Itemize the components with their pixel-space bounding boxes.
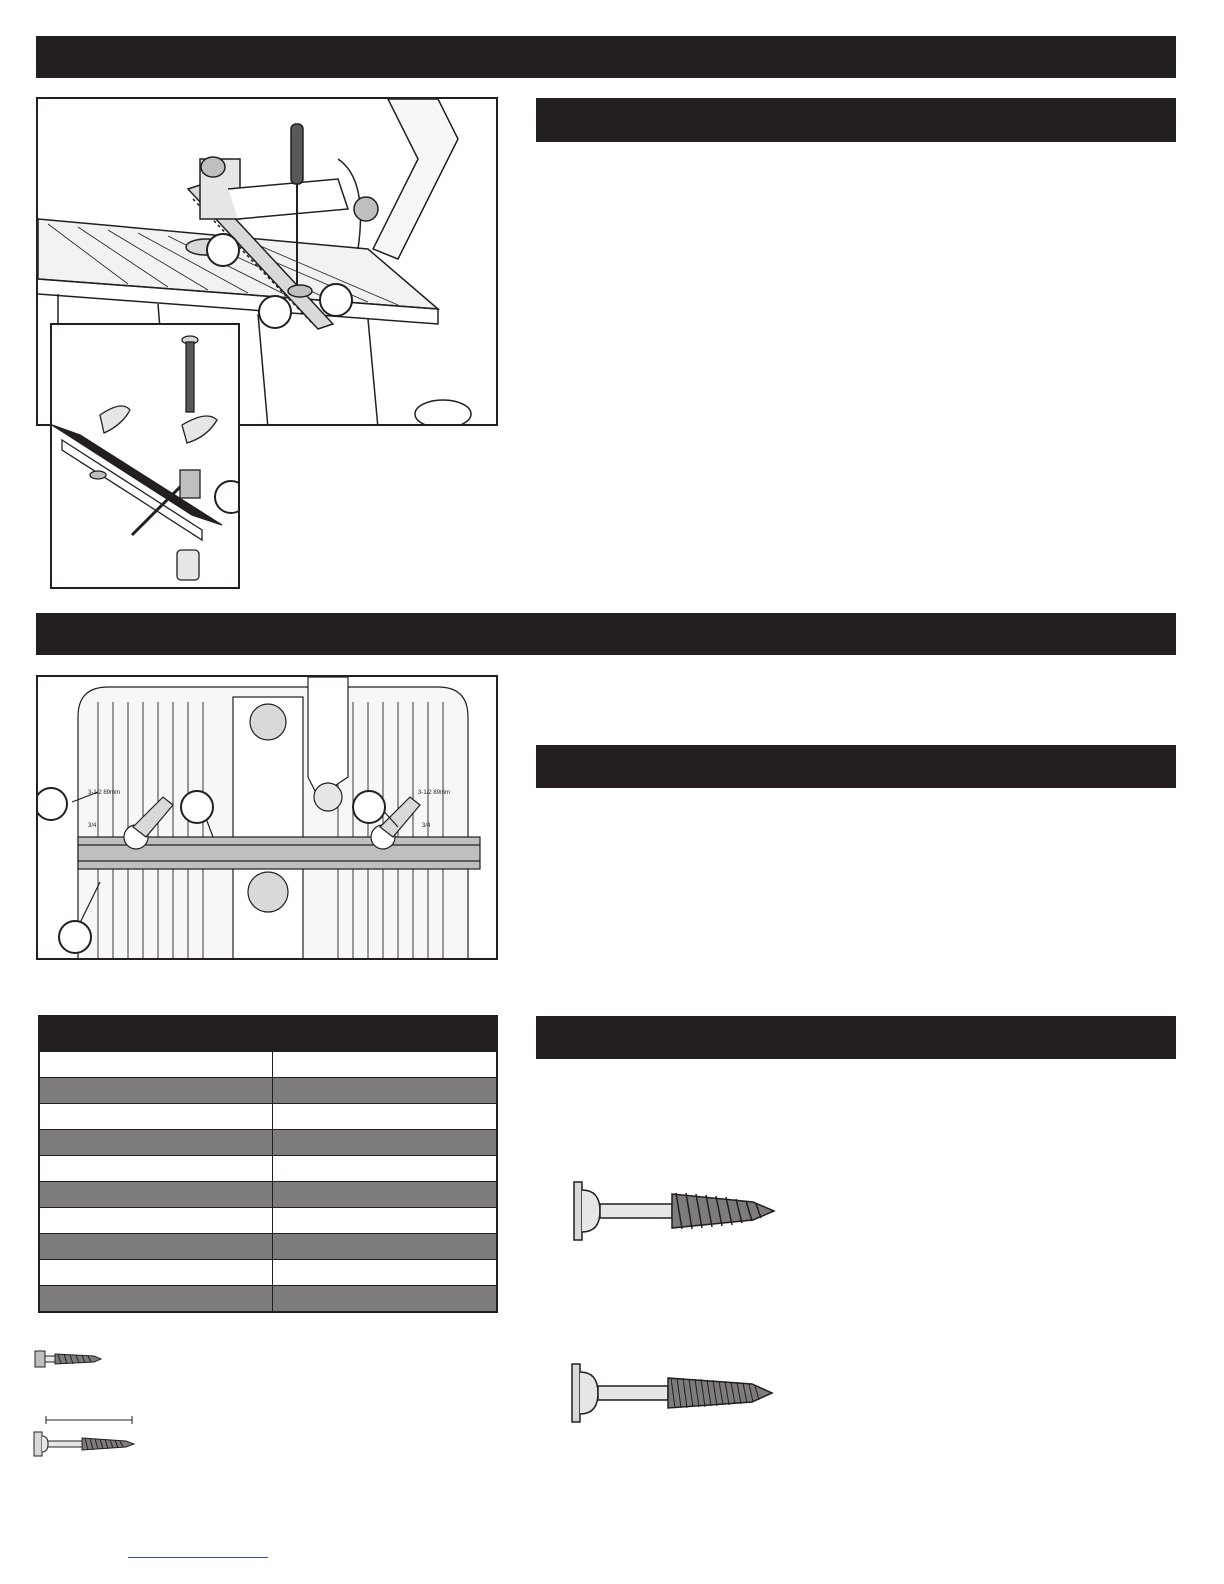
table-cell (273, 1052, 498, 1078)
table-header-2 (273, 1016, 498, 1052)
table-row (39, 1260, 497, 1286)
callout-b (180, 790, 214, 824)
section-header-1 (36, 36, 1176, 78)
table-cell (273, 1078, 498, 1104)
callout-2 (258, 295, 292, 329)
fine-thread-screw-icon (566, 1362, 778, 1424)
scale-label-right-top: 3-1/2 89mm (418, 790, 451, 796)
table-cell (273, 1234, 498, 1260)
table-header-1 (39, 1016, 273, 1052)
table-cell (39, 1104, 273, 1130)
figure-clamp-inset (50, 323, 240, 589)
scale-label-right-bottom: 3/4 (422, 823, 431, 829)
table-cell (39, 1078, 273, 1104)
table-row (39, 1286, 497, 1313)
table-cell (39, 1052, 273, 1078)
callout-3 (319, 283, 353, 317)
table-row (39, 1052, 497, 1078)
table-cell (39, 1208, 273, 1234)
subsection-header-3 (536, 1016, 1176, 1059)
rail-clamp-illustration (38, 677, 498, 960)
hex-head-screw-icon (34, 1350, 104, 1368)
section-header-2 (36, 613, 1176, 655)
table-cell (273, 1182, 498, 1208)
table-cell (273, 1260, 498, 1286)
coarse-thread-screw-icon (568, 1180, 778, 1242)
table-cell (39, 1156, 273, 1182)
table-row (39, 1156, 497, 1182)
table-cell (39, 1260, 273, 1286)
table-row (39, 1104, 497, 1130)
subsection-header-2 (536, 745, 1176, 788)
table-cell (39, 1234, 273, 1260)
callout-d (58, 920, 92, 954)
subsection-header-1 (536, 98, 1176, 142)
table-cell (39, 1182, 273, 1208)
table-row (39, 1130, 497, 1156)
footer-link-underline[interactable] (128, 1557, 268, 1558)
callout-c (352, 790, 386, 824)
spec-table (38, 1015, 498, 1313)
table-row (39, 1078, 497, 1104)
table-cell (273, 1130, 498, 1156)
table-cell (273, 1208, 498, 1234)
table-cell (39, 1286, 273, 1313)
callout-1 (206, 233, 240, 267)
table-row (39, 1208, 497, 1234)
table-cell (39, 1130, 273, 1156)
washer-head-screw-icon (32, 1414, 140, 1458)
callout-4 (214, 480, 240, 514)
table-row (39, 1234, 497, 1260)
table-cell (273, 1286, 498, 1313)
table-cell (273, 1156, 498, 1182)
scale-label-left-bottom: 3/4 (88, 823, 97, 829)
table-cell (273, 1104, 498, 1130)
scale-label-left-top: 3-1/2 89mm (88, 790, 121, 796)
figure-rail-top-view (36, 675, 498, 960)
clamp-parts-exploded-illustration (52, 325, 240, 589)
table-row (39, 1182, 497, 1208)
